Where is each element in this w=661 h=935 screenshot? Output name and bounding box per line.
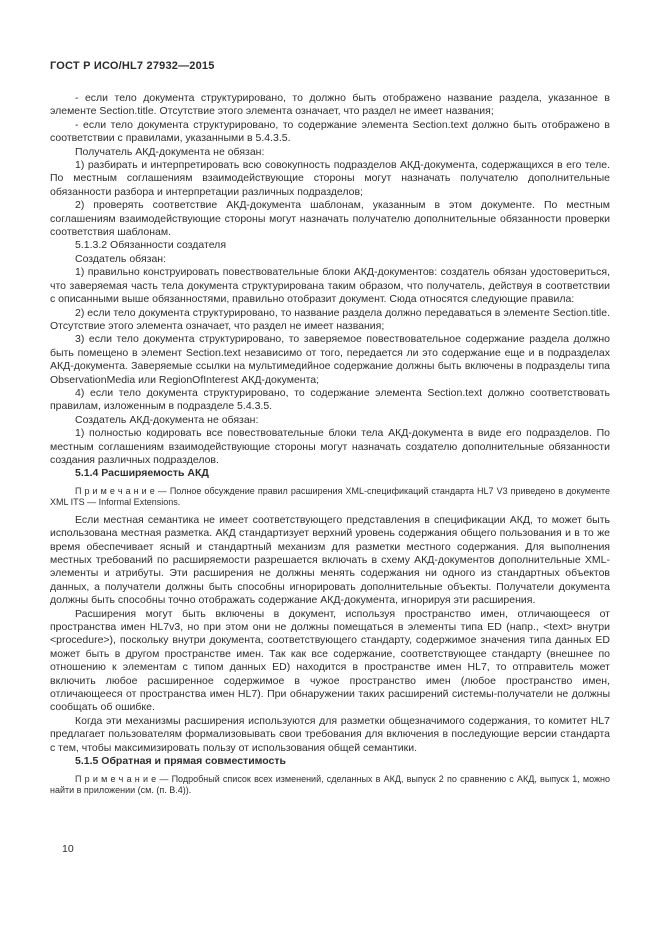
paragraph: - если тело документа структурировано, то содержание элемента Section.text должно быть отображено в соответствии с правилами, указанными в 5.4.3.5. [50, 118, 610, 145]
paragraph: Когда эти механизмы расширения используются для разметки общезначимого содержания, то комитет HL7 предлагает пользователям формализовывать свои требования для включения в последующие версии стандарта с тем, чтобы максимизировать пользу от использования общей семантики. [50, 714, 610, 754]
paragraph: - если тело документа структурировано, то должно быть отображено название раздела, указанное в элементе Section.title. Отсутствие этого элемента означает, что раздел не имеет названия; [50, 92, 610, 118]
section-heading: 5.1.4 Расширяемость АКД [75, 467, 209, 480]
document-standard-title: ГОСТ Р ИСО/HL7 27932—2015 [50, 60, 215, 72]
paragraph: 1) разбирать и интерпретировать всю совокупность подразделов АКД-документа, содержащихся в его теле. По местным соглашениям взаимодействующие стороны могут назначать получателю дополнительные обязанности разбора и интерпретации различных подразделов; [50, 159, 610, 198]
paragraph: 2) если тело документа структурировано, то название раздела должно передаваться в элементе Section.title. Отсутствие этого элемента означает, что раздел не имеет названия; [50, 306, 610, 332]
paragraph: 1) правильно конструировать повествовательные блоки АКД-документов: создатель обязан удостовериться, что заверяемая часть тела документа структурирована таким образом, что получатель, действуя в соответствии с описанными выше обязанностями, правильно отобразит документ. Сюда относятся следующие правила: [50, 266, 610, 306]
paragraph: Получатель АКД-документа не обязан: [75, 145, 265, 158]
section-heading: 5.1.5 Обратная и прямая совместимость [75, 755, 286, 768]
paragraph: 1) полностью кодировать все повествовательные блоки тела АКД-документа в виде его подразделов. По местным соглашениям взаимодействующие стороны могут назначать создателю дополнительные обязанности создания различных подразделов. [50, 427, 610, 466]
paragraph: Создатель АКД-документа не обязан: [75, 413, 259, 426]
note-paragraph: П р и м е ч а н и е — Полное обсуждение правил расширения XML-спецификаций стандарта HL7 V3 приведено в документе XML ITS — Informal Extensions. [50, 485, 610, 508]
paragraph: Расширения могут быть включены в документ, используя пространство имен, отличающееся от пространства имен HL7v3, но при этом они не должны помещаться в элементы типа ED (напр., <text> внутри <procedure>), поскольку внутри документа, соответствующего стандарту, содержимое значения типа данных ED может быть в другом пространстве имен. Так как все содержание, соответствующее стандарту (внешнее по отношению к элементам с типом данных ED) находится в пространстве имен HL7, то отправитель может включить любое расширенное содержимое в чужое пространство имен (любое пространство имен, отличающееся от пространства имен HL7). При обнаружении таких расширений системы-получатели не должны сообщать об ошибке. [50, 607, 610, 714]
paragraph: 2) проверять соответствие АКД-документа шаблонам, указанным в этом документе. По местным соглашениям взаимодействующие стороны могут назначать получателю дополнительные обязанности проверки соответствия шаблонам. [50, 199, 610, 239]
paragraph: Создатель обязан: [75, 252, 166, 265]
paragraph: 5.1.3.2 Обязанности создателя [75, 239, 226, 252]
document-body [50, 92, 610, 802]
note-paragraph: П р и м е ч а н и е — Подробный список всех изменений, сделанных в АКД, выпуск 2 по сравнению с АКД, выпуск 1, можно найти в приложении (см. (п. В.4)). [50, 773, 610, 795]
paragraph: Если местная семантика не имеет соответствующего представления в спецификации АКД, то может быть использована местная разметка. АКД стандартизует верхний уровень содержания общего пользования и в то же время обеспечивает ясный и стандартный механизм для разметки местного содержания. Для выполнения местных требований по расширяемости разрешается включать в схему АКД-документов дополнительные XML-элементы и атрибуты. Эти расширения не должны менять содержания ни одного из стандартных объектов данных, а получатели должны быть способны игнорировать дополнительные объекты. Получатели документа должны быть способны точно отображать содержание АКД-документа, игнорируя эти расширения. [50, 513, 610, 607]
paragraph: 3) если тело документа структурировано, то заверяемое повествовательное содержание раздела должно быть помещено в элемент Section.text независимо от того, передается ли это содержание еще и в подразделах АКД-документа. Заверяемые ссылки на мультимедийное содержание должны быть включены в подразделы типа ObservationMedia или RegionOfInterest АКД-документа; [50, 333, 610, 386]
page-number: 10 [62, 843, 74, 855]
paragraph: 4) если тело документа структурировано, то содержание элемента Section.text должно соответствовать правилам, изложенным в подразделе 5.4.3.5. [50, 386, 610, 413]
